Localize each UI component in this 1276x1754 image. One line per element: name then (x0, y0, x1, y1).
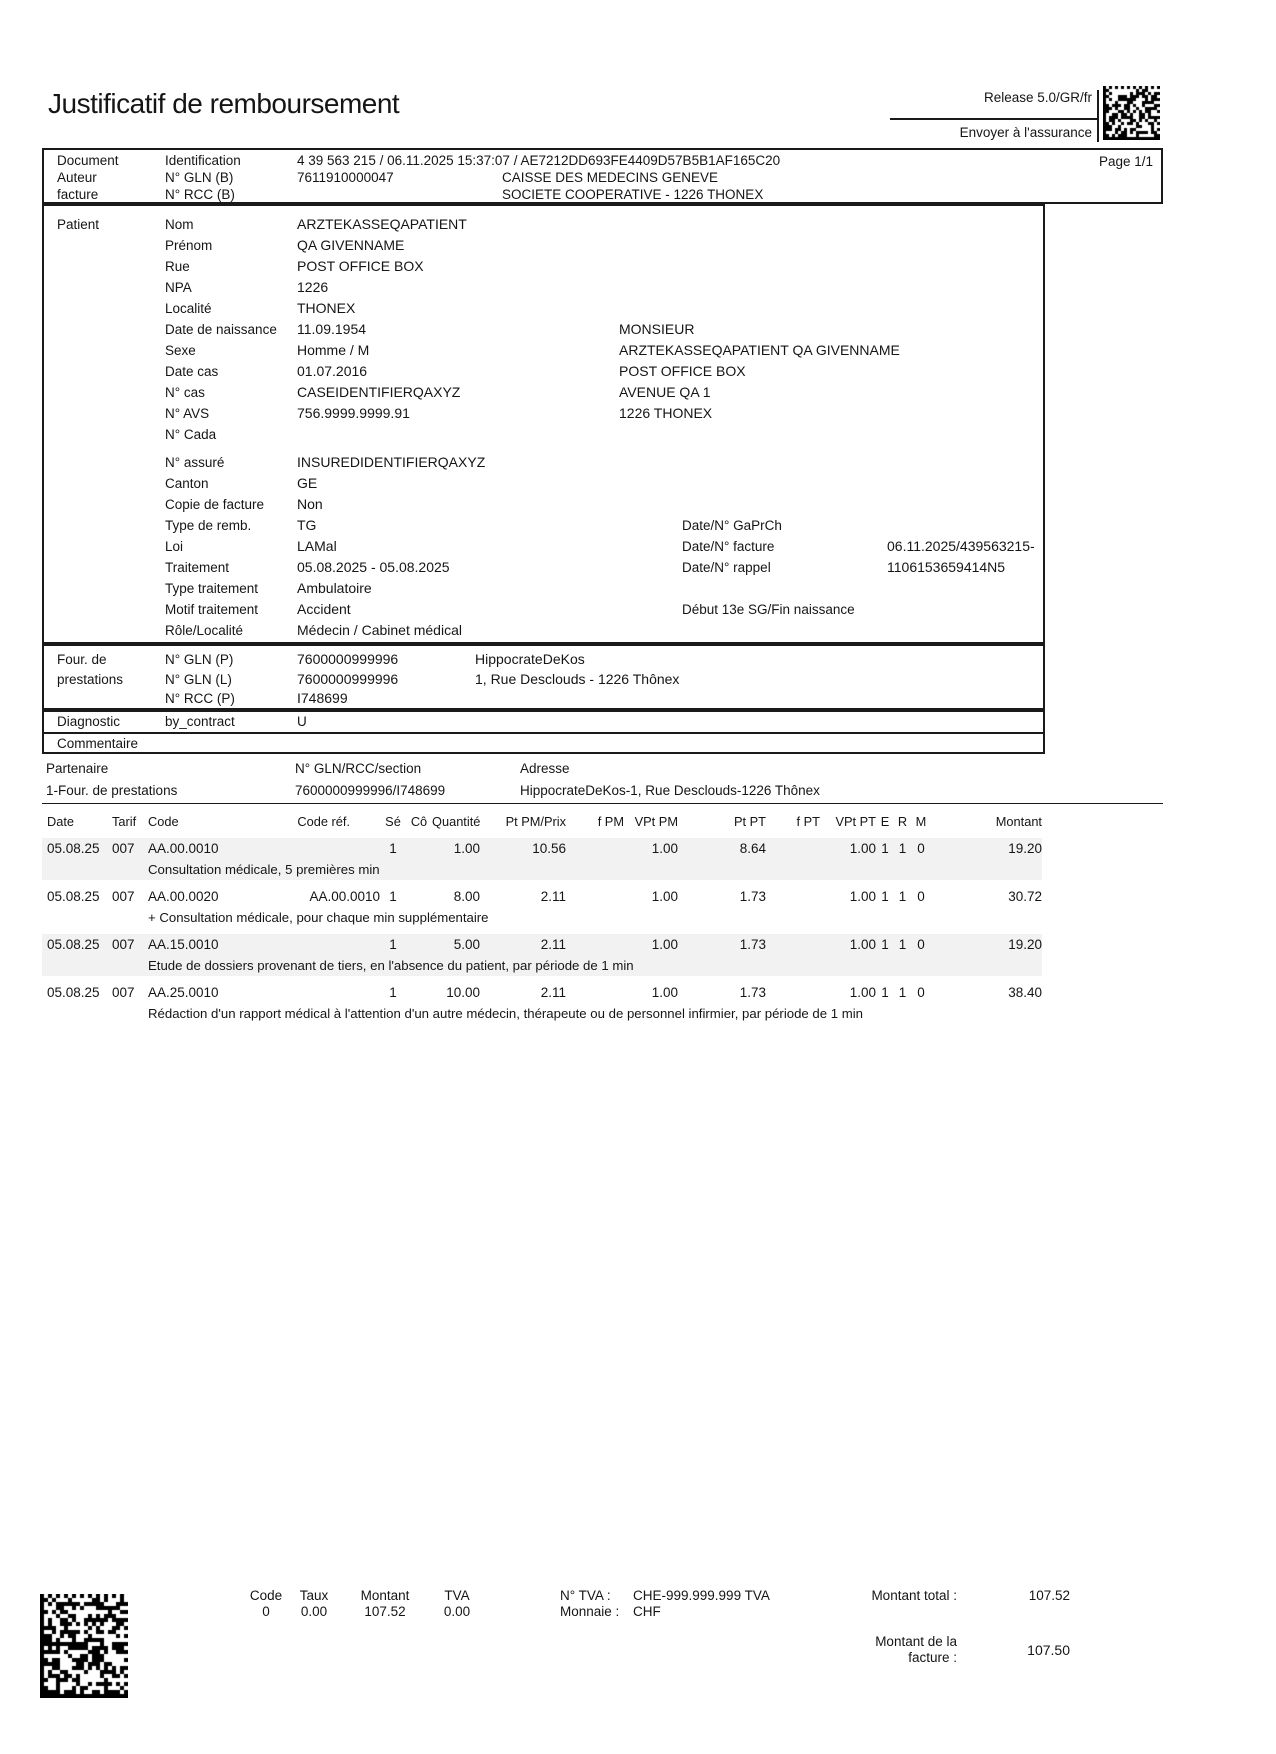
field-label: Identification (165, 153, 241, 168)
cell-code-ref (294, 934, 380, 955)
footer-value: 107.52 (364, 1604, 406, 1619)
address-line: AVENUE QA 1 (619, 384, 711, 400)
field-value: 756.9999.9999.91 (297, 405, 410, 421)
cell-date: 05.08.25 (47, 889, 100, 904)
column-header: VPt PM (634, 814, 678, 829)
page-number: Page 1/1 (1098, 154, 1153, 169)
patient-row (44, 235, 1043, 256)
field-label: Type de remb. (165, 518, 252, 533)
cell-vpt-pt: 1.00 (849, 937, 876, 952)
footer-value: 0.00 (443, 1604, 471, 1619)
footer-taux-column (286, 1588, 342, 1620)
diagnostic-label: Diagnostic (57, 714, 121, 729)
cell-montant: 19.20 (1008, 937, 1042, 952)
cell-quantity: 10.00 (446, 985, 480, 1000)
field-label: N° AVS (165, 406, 210, 421)
datamatrix-icon (1103, 86, 1160, 140)
footer-value: 0.00 (300, 1604, 328, 1619)
cell-f-pt (766, 982, 820, 1003)
field-label: Rue (165, 259, 190, 274)
footer-label: Montant (360, 1588, 410, 1603)
cell-pt-pt: 1.73 (739, 937, 766, 952)
service-row (42, 838, 1042, 859)
field-value: ARZTEKASSEQAPATIENT (297, 216, 467, 232)
patient-row (44, 515, 1043, 536)
field-label: Sexe (165, 343, 196, 358)
section-label-line: prestations (57, 671, 124, 687)
cell-r: 1 (898, 985, 907, 1000)
cell-code: AA.25.0010 (148, 985, 219, 1000)
field-label: Motif traitement (165, 602, 259, 617)
column-header: Tarif (112, 814, 137, 829)
provider-row (44, 650, 1043, 670)
cell-code-ref (294, 838, 380, 859)
cell-date: 05.08.25 (47, 841, 100, 856)
partner-gln: 7600000999996/I748699 (295, 783, 446, 798)
patient-row (44, 599, 1043, 620)
patient-row (44, 361, 1043, 382)
column-header: Sé (385, 814, 401, 829)
service-description-row (42, 859, 1042, 880)
cell-tarif: 007 (112, 937, 135, 952)
section-label: facture (57, 187, 99, 202)
patient-section-label: Patient (57, 217, 100, 232)
column-header: R (897, 814, 908, 829)
field-label: Prénom (165, 238, 213, 253)
cell-tarif: 007 (112, 841, 135, 856)
patient-row (44, 298, 1043, 319)
cell-pt-pm: 2.11 (540, 985, 566, 1000)
release-version: Release 5.0/GR/fr (983, 90, 1092, 105)
cell-pt-pt: 1.73 (739, 985, 766, 1000)
cell-f-pm (566, 982, 624, 1003)
total-label: Montant total : (871, 1588, 957, 1603)
service-group (42, 982, 1042, 1024)
diagnostic-type: by_contract (165, 714, 235, 729)
section-label: Document (57, 153, 119, 168)
field-value: 7600000999996 (297, 670, 399, 687)
field-value: 7611910000047 (297, 170, 394, 185)
field-label: Localité (165, 301, 212, 316)
section-label: Auteur (57, 170, 97, 185)
column-header: Quantité (432, 814, 481, 829)
patient-row (44, 340, 1043, 361)
field-value: THONEX (297, 300, 356, 316)
cell-r: 1 (898, 937, 907, 952)
document-row (44, 186, 1161, 203)
provider-row (44, 670, 1043, 690)
barcode-icon (40, 1594, 128, 1698)
cell-se: 1 (389, 841, 397, 856)
cell-quantity: 1.00 (453, 841, 480, 856)
service-group (42, 934, 1042, 976)
column-header: Pt PT (734, 814, 766, 829)
document-row (44, 152, 1161, 169)
cell-montant: 30.72 (1008, 889, 1042, 904)
service-description-row (42, 907, 1042, 928)
field-label: N° Cada (165, 427, 217, 442)
field-label: NPA (165, 280, 192, 295)
field-label: N° assuré (165, 455, 225, 470)
cell-code: AA.00.0020 (148, 889, 219, 904)
partner-header-row (42, 758, 1163, 779)
field-label: N° RCC (B) (165, 187, 235, 202)
footer-label: Code (249, 1588, 283, 1603)
field-value: 7600000999996 (297, 651, 399, 667)
field-extra: CAISSE DES MEDECINS GENEVE (502, 170, 719, 185)
cell-vpt-pt: 1.00 (849, 841, 876, 856)
field-value: LAMal (297, 538, 337, 554)
field-label: N° GLN (P) (165, 652, 234, 667)
cell-vpt-pm: 1.00 (651, 937, 678, 952)
invoice-amount-label-line: Montant de la (875, 1634, 957, 1649)
field-label: Nom (165, 217, 194, 232)
field-label: Traitement (165, 560, 230, 575)
patient-row (44, 277, 1043, 298)
cell-f-pm (566, 886, 624, 907)
diagnostic-value: U (297, 714, 307, 729)
field-value: 1226 (297, 279, 329, 295)
partner-address: HippocrateDeKos-1, Rue Desclouds-1226 Thônex (520, 783, 820, 798)
field-label: N° RCC (P) (165, 691, 235, 706)
patient-row (44, 382, 1043, 403)
address-line: POST OFFICE BOX (619, 363, 746, 379)
diagnostic-box (42, 710, 1045, 732)
field-value: 01.07.2016 (297, 363, 368, 379)
address-line: ARZTEKASSEQAPATIENT QA GIVENNAME (619, 342, 900, 358)
field-value: POST OFFICE BOX (297, 258, 424, 274)
cell-tarif: 007 (112, 889, 135, 904)
patient-row (44, 620, 1043, 641)
field-label: Date/N° GaPrCh (682, 518, 782, 533)
field-value: QA GIVENNAME (297, 237, 405, 253)
cell-co (406, 886, 432, 907)
service-description-row (42, 1003, 1042, 1024)
cell-m: 0 (917, 889, 925, 904)
cell-e: 1 (881, 985, 889, 1000)
cell-code: AA.15.0010 (148, 937, 219, 952)
field-value: 06.11.2025/439563215-1106153659414N5 (887, 538, 1035, 575)
field-label: Début 13e SG/Fin naissance (682, 602, 855, 617)
field-label: N° GLN (B) (165, 170, 234, 185)
patient-row (44, 494, 1043, 515)
cell-pt-pt: 1.73 (739, 889, 766, 904)
service-description: Consultation médicale, 5 premières min (148, 862, 380, 877)
cell-m: 0 (917, 937, 925, 952)
address-line: MONSIEUR (619, 321, 695, 337)
vat-number-value: CHE-999.999.999 TVA (633, 1588, 770, 1603)
section-label-line: Four. de (57, 652, 107, 667)
field-label: N° GLN (L) (165, 671, 232, 687)
patient-row (44, 473, 1043, 494)
cell-vpt-pm: 1.00 (651, 985, 678, 1000)
column-header: Cô (410, 814, 428, 829)
service-description: Etude de dossiers provenant de tiers, en l'absence du patient, par période de 1 min (148, 958, 634, 973)
cell-e: 1 (881, 937, 889, 952)
field-extra: HippocrateDeKos (475, 651, 585, 667)
cell-vpt-pt: 1.00 (849, 985, 876, 1000)
field-value: INSUREDIDENTIFIERQAXYZ (297, 454, 486, 470)
services-table (42, 812, 1042, 1024)
currency-label: Monnaie : (560, 1604, 620, 1619)
provider-row (44, 689, 1043, 709)
field-value: Ambulatoire (297, 580, 372, 596)
column-header: Code (148, 814, 179, 829)
patient-row (44, 424, 1043, 445)
column-header: VPt PT (835, 814, 876, 829)
invoice-amount-label-line: facture : (908, 1650, 957, 1665)
cell-quantity: 8.00 (453, 889, 480, 904)
service-row (42, 934, 1042, 955)
document-info-box (42, 148, 1163, 204)
patient-row (44, 403, 1043, 424)
field-label: Rôle/Localité (165, 623, 244, 638)
field-label: Canton (165, 476, 209, 491)
cell-m: 0 (917, 841, 925, 856)
cell-se: 1 (389, 937, 397, 952)
column-header: Code réf. (297, 814, 350, 829)
page-title: Justificatif de remboursement (48, 88, 400, 119)
cell-se: 1 (389, 985, 397, 1000)
cell-r: 1 (898, 889, 907, 904)
field-value: Accident (297, 601, 351, 617)
patient-row (44, 557, 1043, 578)
cell-f-pt (766, 886, 820, 907)
cell-montant: 38.40 (1008, 985, 1042, 1000)
divider (42, 803, 1163, 804)
field-value: 11.09.1954 (297, 321, 367, 337)
footer-value: 0 (262, 1604, 270, 1619)
comment-label: Commentaire (57, 736, 139, 751)
provider-box (42, 644, 1045, 710)
column-header: Partenaire (46, 761, 109, 776)
patient-box (42, 204, 1045, 644)
field-label: Type traitement (165, 581, 259, 596)
column-header: Montant (995, 814, 1042, 829)
service-description: Rédaction d'un rapport médical à l'attention d'un autre médecin, thérapeute ou de personnel infirmier, par période de 1 min (148, 1006, 863, 1021)
field-label: Date cas (165, 364, 219, 379)
field-value: I748699 (297, 690, 348, 706)
column-header: Pt PM/Prix (505, 814, 566, 829)
field-label: N° cas (165, 385, 205, 400)
cell-e: 1 (881, 841, 889, 856)
field-label: Date de naissance (165, 322, 277, 337)
column-header: M (915, 814, 927, 829)
cell-co (406, 838, 432, 859)
field-value: GE (297, 475, 318, 491)
cell-quantity: 5.00 (453, 937, 480, 952)
column-header: f PM (597, 814, 624, 829)
field-label: Copie de facture (165, 497, 265, 512)
field-value: Homme / M (297, 342, 370, 358)
cell-f-pm (566, 838, 624, 859)
field-extra: SOCIETE COOPERATIVE - 1226 THONEX (502, 187, 764, 202)
total-value: 107.52 (1028, 1588, 1070, 1603)
cell-vpt-pm: 1.00 (651, 841, 678, 856)
column-header: f PT (796, 814, 820, 829)
column-header: Adresse (520, 761, 570, 776)
patient-row (44, 256, 1043, 277)
document-row (44, 169, 1161, 186)
footer-label: Taux (299, 1588, 329, 1603)
cell-co (406, 934, 432, 955)
cell-vpt-pt: 1.00 (849, 889, 876, 904)
invoice-amount-label (875, 1634, 957, 1666)
cell-pt-pm: 2.11 (540, 889, 566, 904)
partner-name: 1-Four. de prestations (46, 783, 178, 798)
cell-code: AA.00.0010 (148, 841, 219, 856)
field-value: 05.08.2025 - 05.08.2025 (297, 559, 450, 575)
cell-code-ref (294, 982, 380, 1003)
table-header-row (42, 812, 1042, 838)
cell-pt-pm: 10.56 (532, 841, 566, 856)
service-group (42, 886, 1042, 928)
invoice-amount-value: 107.50 (1027, 1642, 1070, 1658)
address-line: 1226 THONEX (619, 405, 713, 421)
column-header: Date (47, 814, 75, 829)
cell-pt-pm: 2.11 (540, 937, 566, 952)
service-row (42, 982, 1042, 1003)
patient-row (44, 578, 1043, 599)
cell-code-ref: AA.00.0010 (309, 889, 380, 904)
cell-f-pm (566, 934, 624, 955)
divider (890, 118, 1097, 120)
cell-pt-pt: 8.64 (739, 841, 766, 856)
footer-tva-column (428, 1588, 486, 1620)
field-extra: 1, Rue Desclouds - 1226 Thônex (475, 670, 680, 687)
cell-tarif: 007 (112, 985, 135, 1000)
send-to-insurance-action[interactable]: Envoyer à l'assurance (959, 125, 1092, 140)
service-description: + Consultation médicale, pour chaque min supplémentaire (148, 910, 489, 925)
partner-row (42, 780, 1163, 801)
field-label: Date/N° facture (682, 539, 775, 554)
service-row (42, 886, 1042, 907)
field-value: Non (297, 496, 323, 512)
currency-value: CHF (633, 1604, 661, 1619)
cell-f-pt (766, 934, 820, 955)
field-label: Date/N° rappel (682, 560, 771, 575)
field-value: 4 39 563 215 / 06.11.2025 15:37:07 / AE7212DD693FE4409D57B5B1AF165C20 (297, 153, 781, 168)
service-group (42, 838, 1042, 880)
field-label: Loi (165, 539, 184, 554)
cell-f-pt (766, 838, 820, 859)
column-header: E (880, 814, 890, 829)
cell-co (406, 982, 432, 1003)
patient-row (44, 452, 1043, 473)
cell-e: 1 (881, 889, 889, 904)
comment-box (42, 732, 1045, 754)
vat-number-label: N° TVA : (560, 1588, 611, 1603)
field-value: TG (297, 517, 317, 533)
cell-vpt-pm: 1.00 (651, 889, 678, 904)
footer-label: TVA (444, 1588, 470, 1603)
cell-date: 05.08.25 (47, 985, 100, 1000)
service-description-row (42, 955, 1042, 976)
field-value: Médecin / Cabinet médical (297, 622, 462, 638)
cell-date: 05.08.25 (47, 937, 100, 952)
divider (1097, 90, 1099, 142)
cell-m: 0 (917, 985, 925, 1000)
patient-row (44, 214, 1043, 235)
footer-montant-column (350, 1588, 420, 1620)
cell-se: 1 (389, 889, 397, 904)
field-value: CASEIDENTIFIERQAXYZ (297, 384, 461, 400)
cell-montant: 19.20 (1008, 841, 1042, 856)
column-header: N° GLN/RCC/section (295, 761, 422, 776)
cell-r: 1 (898, 841, 907, 856)
